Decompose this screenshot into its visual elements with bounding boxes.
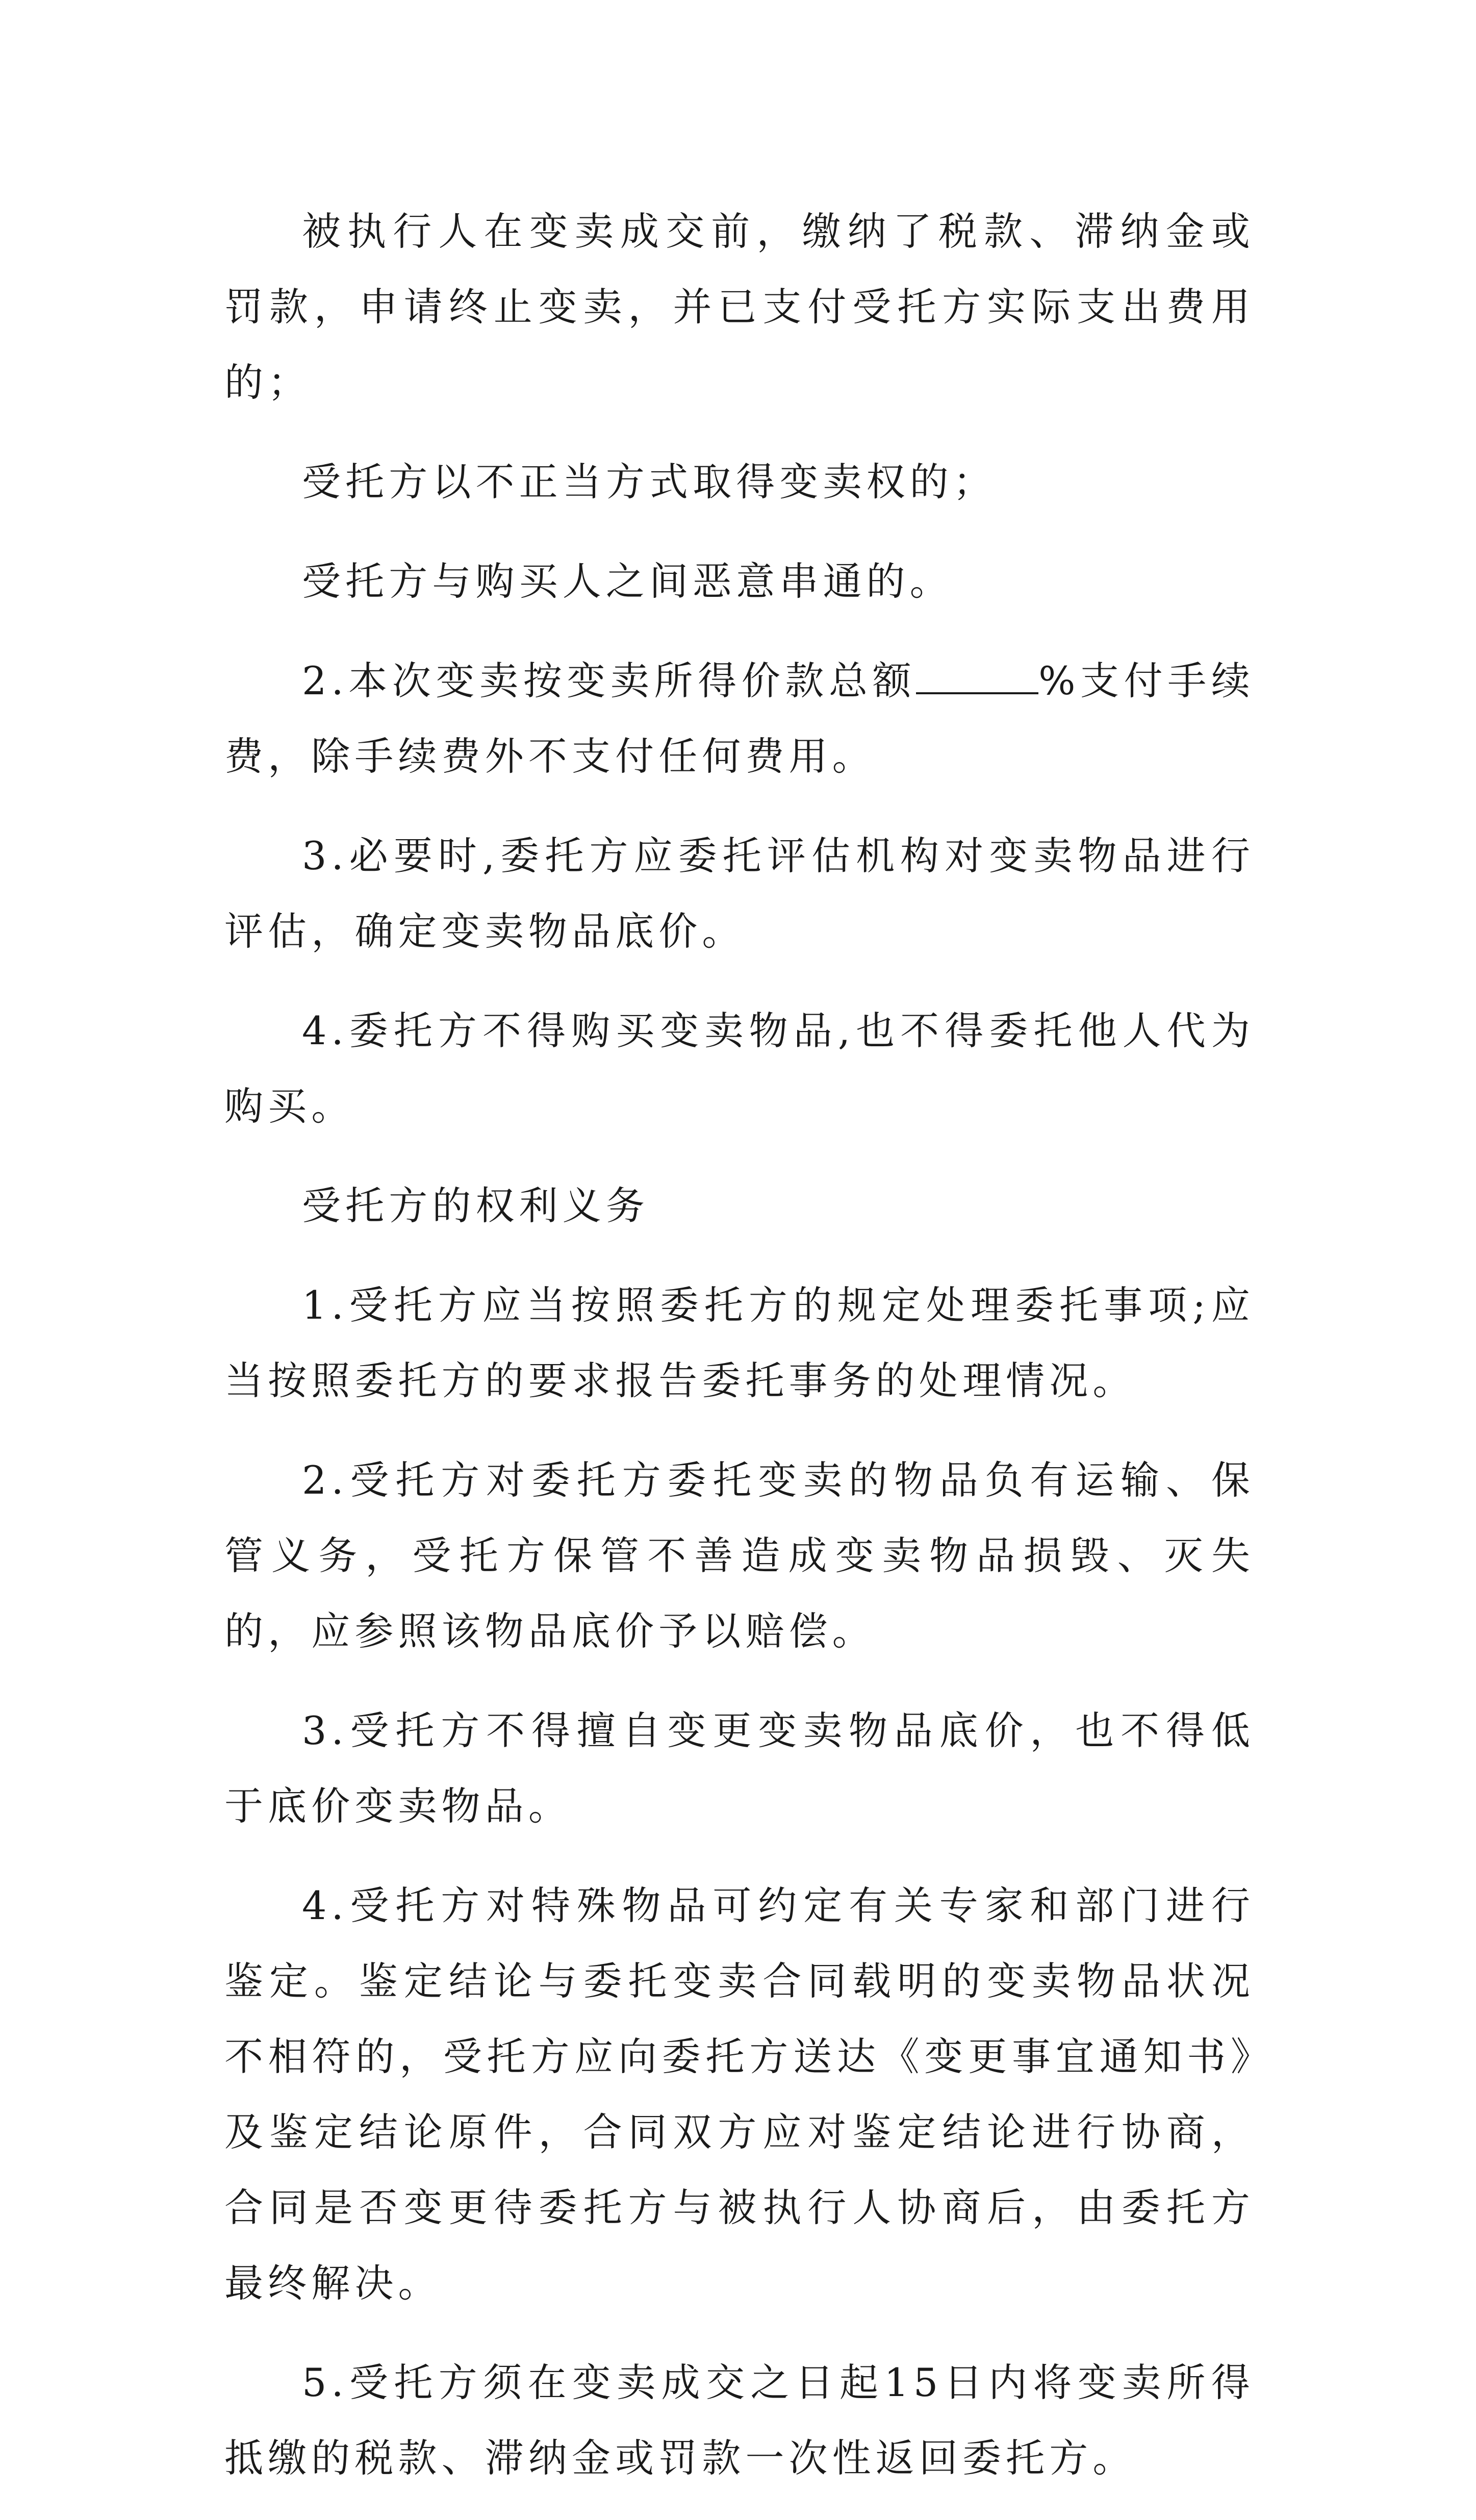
- paragraph-trustee-duty-3: 3.受托方不得擅自变更变卖物品底价，也不得低于底价变卖物品。: [224, 1708, 1255, 1829]
- paragraph-trustee-duty-4: 4.受托方对特殊物品可约定有关专家和部门进行鉴定。鉴定结论与委托变卖合同载明的变卖物品状况不相符的，受托方应向委托方送达《变更事宜通知书》及鉴定结论原件，合同双方应对鉴定结论进行协商，合同是否变更待委托方与被执行人协商后，由委托方最终解决。: [224, 1883, 1255, 2306]
- fee-percentage-blank: [916, 662, 1038, 694]
- paragraph-valuation-clause: 3.必要时,委托方应委托评估机构对变卖物品进行评估，确定变卖物品底价。: [224, 833, 1255, 954]
- paragraph-trustee-duty-1: 1.受托方应当按照委托方的规定处理委托事项;应当按照委托方的要求报告委托事务的处理情况。: [224, 1282, 1255, 1403]
- fee-clause-before-text: 2.本次变卖按变卖所得价款总额: [302, 658, 917, 703]
- paragraph-termination-condition-collusion: 受托方与购买人之间恶意串通的。: [302, 559, 953, 604]
- section-heading-trustee-rights: 受托方的权利义务: [302, 1183, 649, 1228]
- document-body: [224, 194, 1255, 2520]
- paragraph-fee-clause: [224, 643, 1255, 794]
- paragraph-termination-condition-tax-paid: 被执行人在变卖成交前，缴纳了税款、滞纳金或罚款，申请终止变卖，并已支付受托方实际支出费用的；: [224, 209, 1255, 405]
- fee-clause-after-text: %支付手续费，除手续费外不支付任何费用。: [224, 658, 1255, 779]
- paragraph-trustee-duty-5: 5.受托方须在变卖成交之日起15日内将变卖所得抵缴的税款、滞纳金或罚款一次性返回委托方。: [224, 2360, 1255, 2481]
- paragraph-no-purchase-clause: 4.委托方不得购买变卖物品,也不得委托他人代为购买。: [224, 1008, 1255, 1129]
- paragraph-trustee-duty-2: 2.受托方对委托方委托变卖的物品负有运输、保管义务，受托方保管不善造成变卖物品损毁、灭失的，应参照该物品底价予以赔偿。: [224, 1457, 1255, 1654]
- paragraph-termination-condition-improper-means: 受托方以不正当方式取得变卖权的；: [302, 459, 997, 505]
